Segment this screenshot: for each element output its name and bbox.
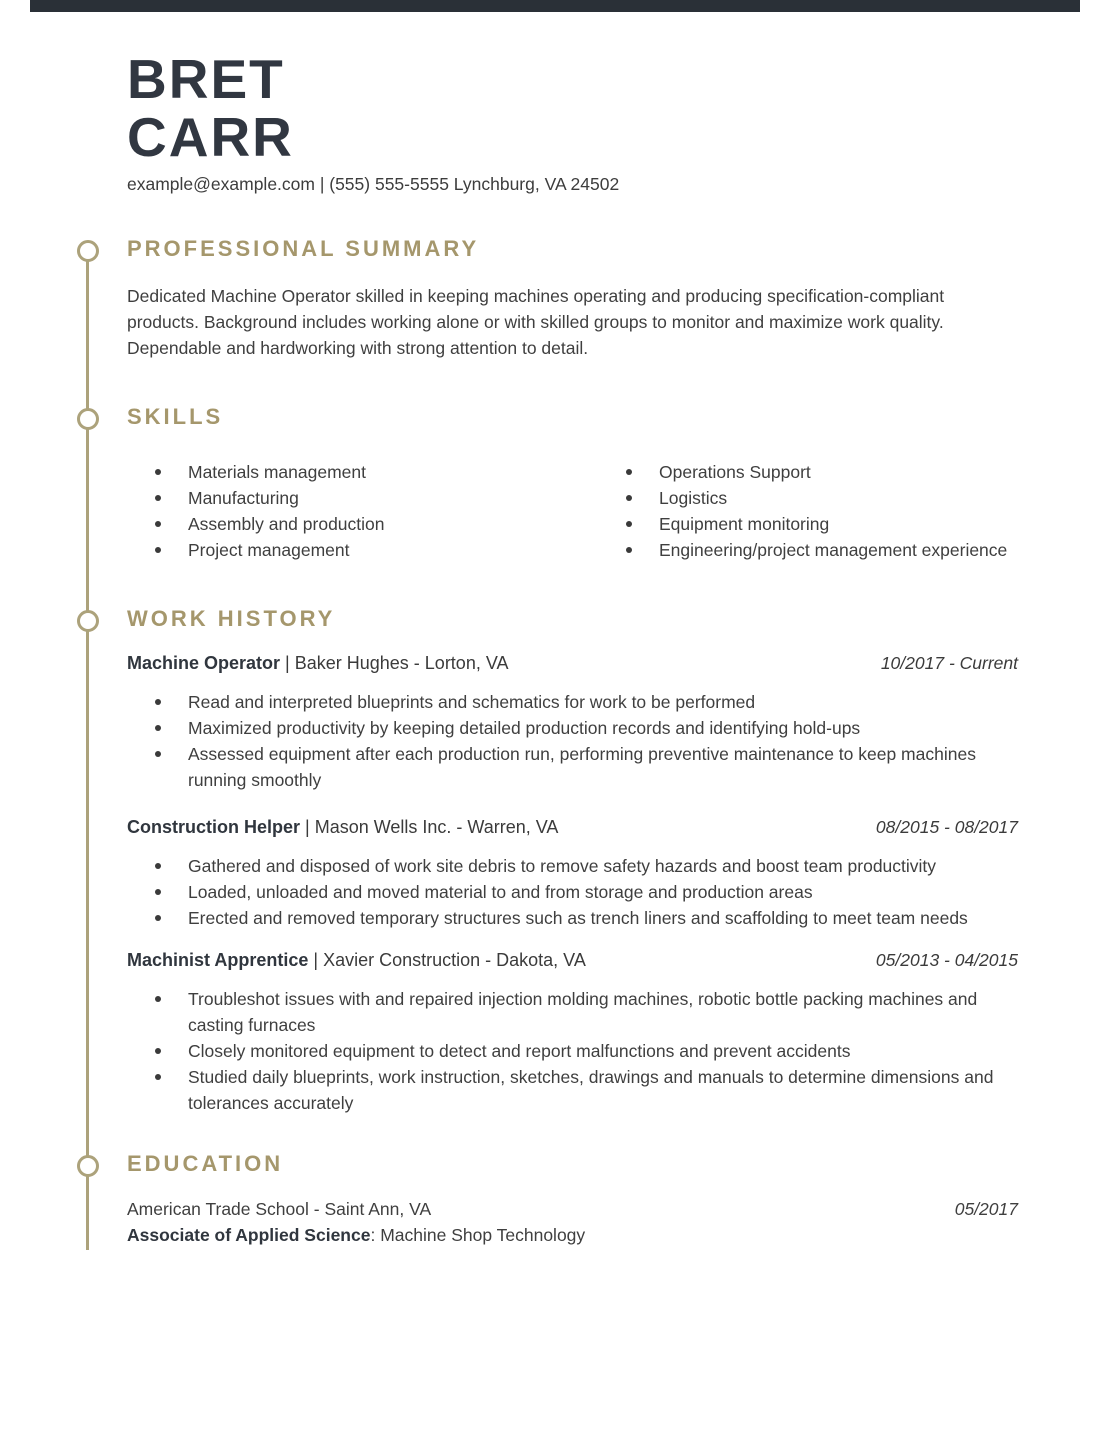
list-item bbox=[127, 459, 598, 485]
bullet-icon bbox=[155, 1074, 161, 1080]
education-school-row bbox=[127, 1196, 1018, 1222]
skills-left-column bbox=[127, 459, 598, 563]
bullet-icon bbox=[155, 1048, 161, 1054]
bullet-icon bbox=[155, 521, 161, 527]
list-item bbox=[127, 986, 1007, 1038]
resume-header bbox=[127, 50, 619, 195]
bullet-icon bbox=[155, 469, 161, 475]
section-professional-summary bbox=[127, 237, 1018, 361]
skill-label: Manufacturing bbox=[188, 488, 299, 508]
skill-label: Operations Support bbox=[659, 462, 811, 482]
bullet-icon bbox=[155, 751, 161, 757]
bullet-icon bbox=[155, 915, 161, 921]
bullet-icon bbox=[626, 521, 632, 527]
bullet-icon bbox=[155, 889, 161, 895]
list-item bbox=[598, 511, 1018, 537]
list-item bbox=[127, 853, 1007, 879]
skill-label: Engineering/project management experience bbox=[659, 540, 1008, 560]
job-bullet-text: Assessed equipment after each production run, performing preventive maintenance to keep machines running smoothly bbox=[188, 744, 976, 790]
bullet-icon bbox=[155, 547, 161, 553]
job-bullet-list bbox=[127, 689, 1007, 793]
skill-label: Project management bbox=[188, 540, 350, 560]
job-header bbox=[127, 948, 1018, 972]
list-item bbox=[127, 537, 598, 563]
job-bullet-text: Maximized productivity by keeping detailed production records and identifying hold-ups bbox=[188, 718, 861, 738]
skill-label: Assembly and production bbox=[188, 514, 385, 534]
job-bullet-text: Erected and removed temporary structures such as trench liners and scaffolding to meet team needs bbox=[188, 908, 968, 928]
job-bullet-text: Read and interpreted blueprints and schematics for work to be performed bbox=[188, 692, 756, 712]
candidate-last-name: CARR bbox=[127, 106, 294, 168]
bullet-icon bbox=[626, 547, 632, 553]
job-company: Xavier Construction - Dakota, VA bbox=[323, 950, 586, 970]
list-item bbox=[598, 537, 1018, 563]
job-dates: 10/2017 - Current bbox=[880, 653, 1018, 673]
section-skills bbox=[127, 404, 1018, 560]
timeline-line bbox=[86, 251, 89, 1250]
skills-columns bbox=[127, 459, 1018, 563]
job-dates: 05/2013 - 04/2015 bbox=[875, 950, 1018, 970]
section-work-history bbox=[127, 607, 1018, 1177]
job-bullet-text: Loaded, unloaded and moved material to and from storage and production areas bbox=[188, 882, 813, 902]
job-separator: | bbox=[280, 653, 295, 673]
list-item bbox=[127, 485, 598, 511]
skills-right-column bbox=[598, 459, 1018, 563]
timeline-node-education-icon bbox=[77, 1155, 99, 1177]
skills-section-title: SKILLS bbox=[127, 404, 224, 429]
job-separator: | bbox=[308, 950, 324, 970]
job-title: Machine Operator bbox=[127, 653, 281, 673]
job-bullet-list bbox=[127, 986, 1007, 1116]
bullet-icon bbox=[155, 725, 161, 731]
list-item bbox=[127, 689, 1007, 715]
job-separator: | bbox=[300, 817, 315, 837]
job-entry bbox=[127, 651, 1018, 790]
skill-label: Materials management bbox=[188, 462, 366, 482]
job-header bbox=[127, 815, 1018, 839]
list-item bbox=[127, 741, 1007, 793]
bullet-icon bbox=[155, 996, 161, 1002]
timeline-node-work-icon bbox=[77, 610, 99, 632]
job-header bbox=[127, 651, 1018, 675]
list-item bbox=[127, 1064, 1007, 1116]
job-bullet-list bbox=[127, 853, 1007, 931]
bullet-icon bbox=[155, 863, 161, 869]
job-bullet-text: Gathered and disposed of work site debris to remove safety hazards and boost team productivity bbox=[188, 856, 937, 876]
skill-label: Logistics bbox=[659, 488, 728, 508]
education-degree-row bbox=[127, 1222, 1018, 1248]
section-education bbox=[127, 1152, 1018, 1248]
education-field: Machine Shop Technology bbox=[380, 1225, 586, 1245]
work-section-title: WORK HISTORY bbox=[127, 606, 336, 631]
job-bullet-text: Studied daily blueprints, work instruction, sketches, drawings and manuals to determine dimensions and tolerances accurately bbox=[188, 1067, 994, 1113]
list-item bbox=[127, 905, 1007, 931]
timeline-node-summary-icon bbox=[77, 240, 99, 262]
list-item bbox=[127, 1038, 1007, 1064]
list-item bbox=[127, 511, 598, 537]
list-item bbox=[127, 879, 1007, 905]
contact-line: example@example.com | (555) 555-5555 Lynchburg, VA 24502 bbox=[127, 174, 620, 194]
job-entry bbox=[127, 815, 1018, 928]
bullet-icon bbox=[155, 495, 161, 501]
degree-separator: : bbox=[370, 1225, 381, 1245]
education-date: 05/2017 bbox=[954, 1199, 1018, 1219]
skill-label: Equipment monitoring bbox=[659, 514, 830, 534]
timeline-node-skills-icon bbox=[77, 408, 99, 430]
summary-text: Dedicated Machine Operator skilled in keeping machines operating and producing specification-compliant products. Background includes working alone or with skilled groups to monitor and maximize work quality. Dependable and hardworking with strong attention to detail. bbox=[127, 286, 945, 358]
summary-section-title: PROFESSIONAL SUMMARY bbox=[127, 236, 480, 261]
list-item bbox=[598, 485, 1018, 511]
job-entry bbox=[127, 948, 1018, 1113]
bullet-icon bbox=[626, 469, 632, 475]
job-company: Mason Wells Inc. - Warren, VA bbox=[314, 817, 559, 837]
bullet-icon bbox=[155, 699, 161, 705]
job-company: Baker Hughes - Lorton, VA bbox=[294, 653, 509, 673]
candidate-first-name: BRET bbox=[127, 48, 285, 110]
education-school: American Trade School - Saint Ann, VA bbox=[127, 1199, 432, 1219]
bullet-icon bbox=[626, 495, 632, 501]
list-item bbox=[598, 459, 1018, 485]
candidate-name bbox=[127, 50, 619, 166]
education-section-title: EDUCATION bbox=[127, 1151, 284, 1176]
education-degree: Associate of Applied Science bbox=[127, 1225, 371, 1245]
job-title: Construction Helper bbox=[127, 817, 301, 837]
job-bullet-text: Closely monitored equipment to detect and report malfunctions and prevent accidents bbox=[188, 1041, 851, 1061]
job-dates: 08/2015 - 08/2017 bbox=[875, 817, 1018, 837]
job-title: Machinist Apprentice bbox=[127, 950, 309, 970]
job-bullet-text: Troubleshot issues with and repaired injection molding machines, robotic bottle packing machines and casting furnaces bbox=[188, 989, 978, 1035]
top-accent-bar bbox=[30, 0, 1080, 12]
list-item bbox=[127, 715, 1007, 741]
